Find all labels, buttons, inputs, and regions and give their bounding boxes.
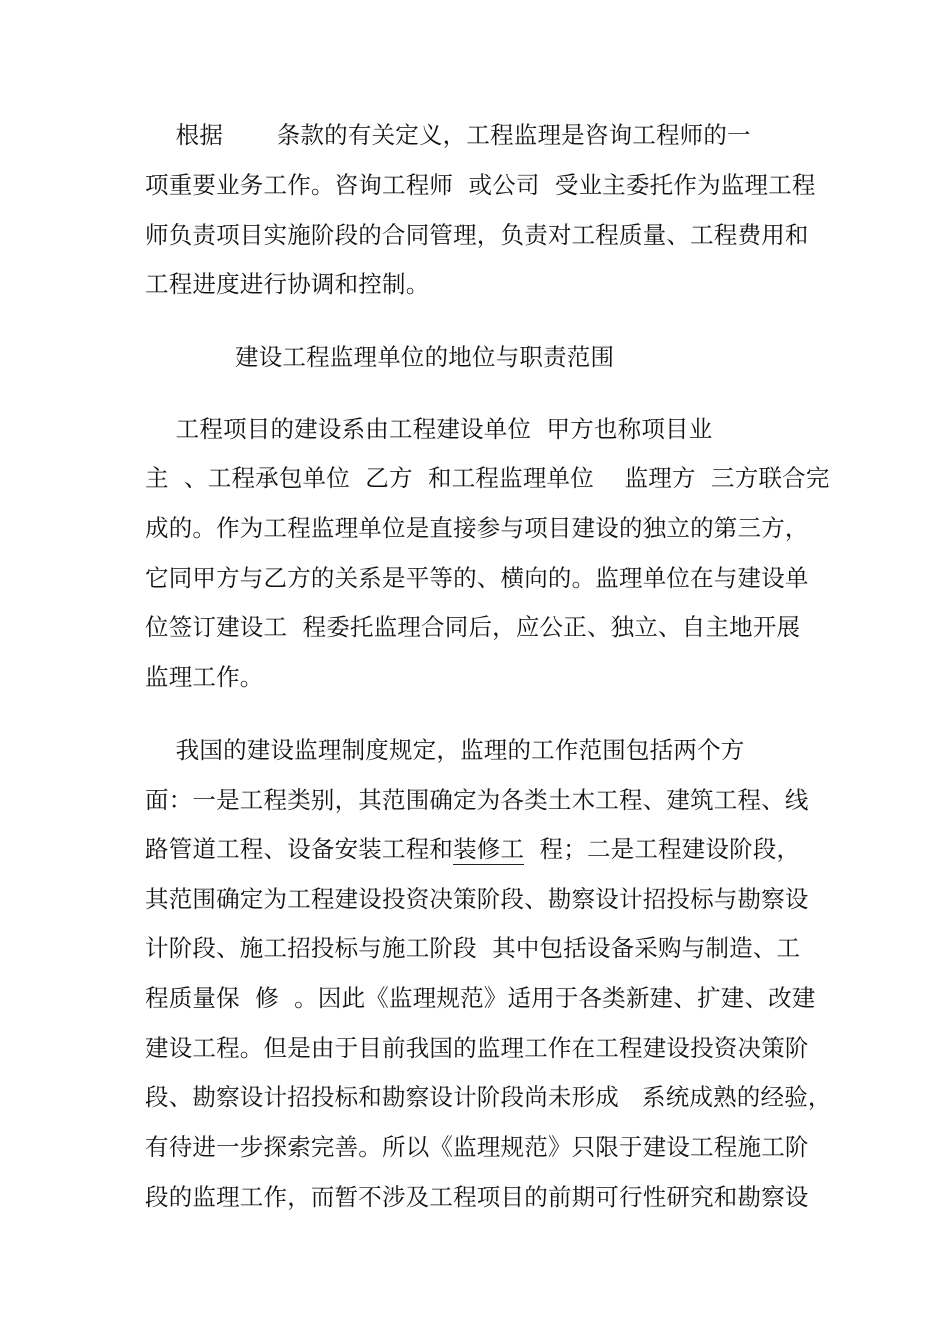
paragraph-2-line-1: 工程项目的建设系由工程建设单位 甲方也称项目业 xyxy=(145,415,713,443)
paragraph-2-line-4: 它同甲方与乙方的关系是平等的、横向的。监理单位在与建设单 xyxy=(145,564,809,592)
paragraph-3-line-1: 我国的建设监理制度规定，监理的工作范围包括两个方 xyxy=(145,736,745,764)
paragraph-3-line-2: 面：一是工程类别，其范围确定为各类土木工程、建筑工程、线 xyxy=(145,786,809,814)
paragraph-3-line-8: 段、勘察设计招投标和勘察设计阶段尚未形成 系统成熟的经验， xyxy=(145,1083,832,1111)
underlined-term: 装修工 xyxy=(453,835,525,863)
line-3-text-end: 程；二是工程建设阶段， xyxy=(524,835,801,863)
paragraph-3-line-10: 段的监理工作，而暂不涉及工程项目的前期可行性研究和勘察设 xyxy=(145,1183,809,1211)
paragraph-2-line-6: 监理工作。 xyxy=(145,663,264,691)
paragraph-3-line-9: 有待进一步探索完善。所以《监理规范》只限于建设工程施工阶 xyxy=(145,1133,809,1161)
paragraph-1-line-2: 项重要业务工作。咨询工程师 或公司 受业主委托作为监理工程 xyxy=(145,171,816,199)
paragraph-3-line-5: 计阶段、施工招投标与施工阶段 其中包括设备采购与制造、工 xyxy=(145,934,801,962)
section-heading: 建设工程监理单位的地位与职责范围 xyxy=(235,343,615,371)
paragraph-2-line-2: 主 、工程承包单位 乙方 和工程监理单位 监理方 三方联合完 xyxy=(145,464,830,492)
paragraph-2-line-5: 位签订建设工 程委托监理合同后，应公正、独立、自主地开展 xyxy=(145,613,801,641)
paragraph-3-line-7: 建设工程。但是由于目前我国的监理工作在工程建设投资决策阶 xyxy=(145,1034,809,1062)
paragraph-3-line-6: 程质量保 修 。因此《监理规范》适用于各类新建、扩建、改建 xyxy=(145,984,816,1012)
paragraph-3-line-4: 其范围确定为工程建设投资决策阶段、勘察设计招投标与勘察设 xyxy=(145,885,809,913)
line-3-text-start: 路管道工程、设备安装工程和 xyxy=(145,835,454,863)
paragraph-1-line-3: 师负责项目实施阶段的合同管理，负责对工程质量、工程费用和 xyxy=(145,221,809,249)
paragraph-1-line-4: 工程进度进行协调和控制。 xyxy=(145,270,430,298)
paragraph-3-line-3 xyxy=(145,834,800,864)
paragraph-2-line-3: 成的。作为工程监理单位是直接参与项目建设的独立的第三方， xyxy=(145,514,809,542)
paragraph-1-line-1: 根据 条款的有关定义，工程监理是咨询工程师的一 xyxy=(145,121,751,149)
